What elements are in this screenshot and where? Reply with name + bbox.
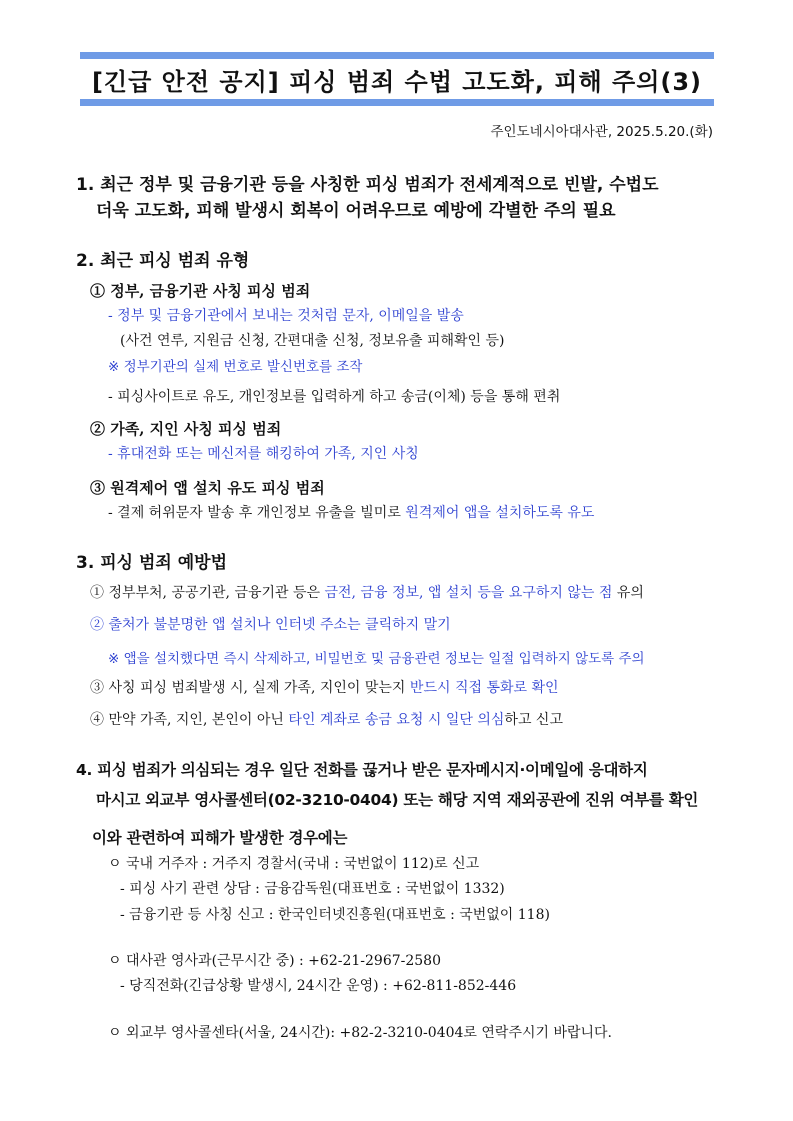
section1-line2: 더욱 고도화, 피해 발생시 회복이 어려우므로 예방에 각별한 주의 필요 — [96, 201, 616, 221]
prevention-2: ② 출처가 불분명한 앱 설치나 인터넷 주소는 클릭하지 말기 — [90, 617, 451, 633]
prevention-3: ③ 사칭 피싱 범죄발생 시, 실제 가족, 지인이 맞는지 반드시 직접 통화로 확인 — [90, 680, 559, 696]
page-title: [긴급 안전 공지] 피싱 범죄 수법 고도화, 피해 주의(3) — [91, 67, 703, 96]
prevention-1: ① 정부부처, 공공기관, 금융기관 등은 금전, 금융 정보, 앱 설치 등을 요구하지 않는 점 유의 — [90, 585, 644, 601]
type-a-line2: (사건 연루, 지원금 신청, 간편대출 신청, 정보유출 피해확인 등) — [120, 333, 505, 349]
prevention-4: ④ 만약 가족, 지인, 본인이 아닌 타인 계좌로 송금 요청 시 일단 의심하고 신고 — [90, 712, 563, 728]
type-a-title: ① 정부, 금융기관 사칭 피싱 범죄 — [90, 282, 311, 300]
type-c-line1: - 결제 허위문자 발송 후 개인정보 유출을 빌미로 원격제어 앱을 설치하도록 유도 — [108, 505, 595, 521]
report-line4: ㅇ 대사관 영사과(근무시간 중) : +62-21-2967-2580 — [108, 953, 441, 969]
section4-line2: 마시고 외교부 영사콜센터(02-3210-0404) 또는 해당 지역 재외공관에 진위 여부를 확인 — [96, 791, 699, 809]
report-line1: ㅇ 국내 거주자 : 거주지 경찰서(국내 : 국번없이 112)로 신고 — [108, 856, 480, 872]
type-c-title: ③ 원격제어 앱 설치 유도 피싱 범죄 — [90, 479, 325, 497]
type-a-note: ※ 정부기관의 실제 번호로 발신번호를 조작 — [108, 359, 363, 375]
section2-heading: 2. 최근 피싱 범죄 유형 — [76, 251, 250, 271]
title-banner — [80, 52, 714, 106]
type-b-title: ② 가족, 지인 사칭 피싱 범죄 — [90, 420, 282, 438]
report-line5: - 당직전화(긴급상황 발생시, 24시간 운영) : +62-811-852-446 — [120, 978, 517, 994]
issuer-date: 주인도네시아대사관, 2025.5.20.(화) — [490, 124, 713, 140]
type-a-line1: - 정부 및 금융기관에서 보내는 것처럼 문자, 이메일을 발송 — [108, 308, 464, 324]
report-line2: - 피싱 사기 관련 상담 : 금융감독원(대표번호 : 국번없이 1332) — [120, 881, 505, 897]
type-a-line4: - 피싱사이트로 유도, 개인정보를 입력하게 하고 송금(이체) 등을 통해 편취 — [108, 389, 561, 405]
section1-line1: 1. 최근 정부 및 금융기관 등을 사칭한 피싱 범죄가 전세계적으로 빈발, 수법도 — [76, 175, 659, 195]
section3-heading: 3. 피싱 범죄 예방법 — [76, 553, 227, 573]
section4-line1: 4. 피싱 범죄가 의심되는 경우 일단 전화를 끊거나 받은 문자메시지·이메일에 응대하지 — [76, 761, 648, 779]
prevention-2-note: ※ 앱을 설치했다면 즉시 삭제하고, 비밀번호 및 금융관련 정보는 일절 입력하지 않도록 주의 — [108, 651, 645, 667]
type-b-line1: - 휴대전화 또는 메신저를 해킹하여 가족, 지인 사칭 — [108, 446, 419, 462]
report-line3: - 금융기관 등 사칭 신고 : 한국인터넷진흥원(대표번호 : 국번없이 118) — [120, 907, 550, 923]
report-line6: ㅇ 외교부 영사콜센타(서울, 24시간): +82-2-3210-0404로 연락주시기 바랍니다. — [108, 1025, 613, 1041]
section4-sub: 이와 관련하여 피해가 발생한 경우에는 — [92, 829, 348, 847]
